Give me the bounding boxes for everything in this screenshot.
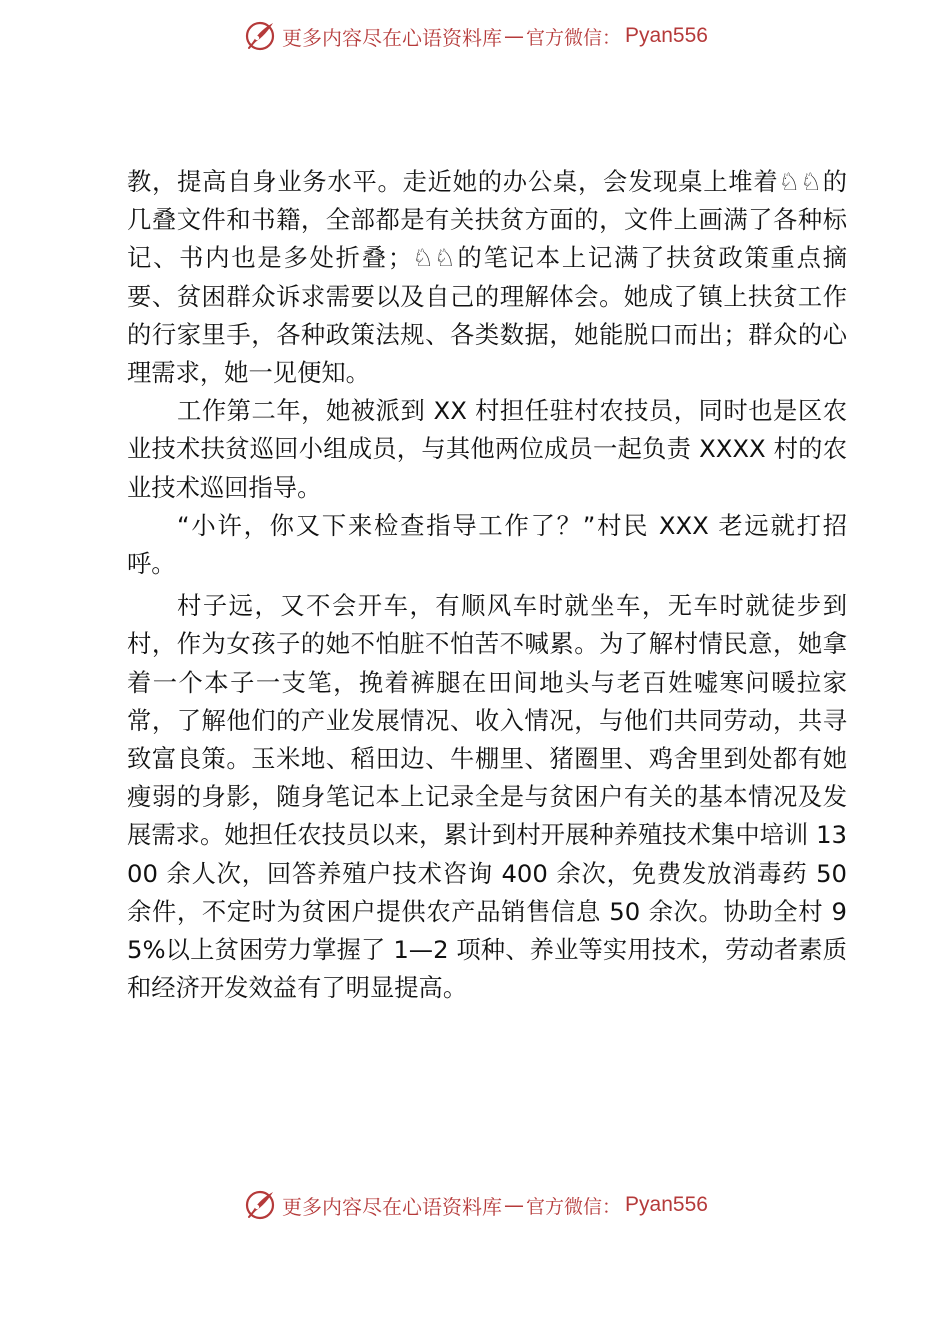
header-brand-text: 更多内容尽在心语资料库 bbox=[282, 25, 503, 50]
footer-dash: — bbox=[504, 1193, 525, 1217]
quill-logo-icon bbox=[242, 18, 278, 54]
paragraph-1: 教，提高自身业务水平。走近她的办公桌，会发现桌上堆着♘♘的几叠文件和书籍，全部都是有关扶贫方面的，文件上画满了各种标记、书内也是多处折叠；♘♘的笔记本上记满了扶贫政策重点摘要、贫困群众诉求需要以及自己的理解体会。她成了镇上扶贫工作的行家里手，各种政策法规、各类数据，她能脱口而出；群众的心理需求，她一见便知。 bbox=[127, 167, 847, 388]
header-wechat-id: Pyan556 bbox=[625, 24, 708, 47]
paragraph-4: 村子远，又不会开车，有顺风车时就坐车，无车时就徒步到村，作为女孩子的她不怕脏不怕苦不喊累。为了解村情民意，她拿着一个本子一支笔，挽着裤腿在田间地头与老百姓嘘寒问暖拉家常，了解他们的产业发展情况、收入情况，与他们共同劳动，共寻致富良策。玉米地、稻田边、牛棚里、猪圈里、鸡舍里到处都有她瘦弱的身影，随身笔记本上记录全是与贫困户有关的基本情况及发展需求。她担任农技员以来，累计到村开展种养殖技术集中培训 1300 余人次，回答养殖户技术咨询 400 余次，免费发放消毒药 50 余件，不定时为贫困户提供农产品销售信息 50 余次。协助全村 95%以上贫困劳力掌握了 1—2 项种、养业等实用技术，劳动者素质和经济开发效益有了明显提高。 bbox=[127, 591, 847, 1003]
document-body bbox=[127, 163, 847, 1007]
header-wechat-label: 官方微信： bbox=[526, 26, 622, 49]
header-dash: — bbox=[504, 24, 525, 48]
footer-wechat-label: 官方微信： bbox=[526, 1195, 622, 1218]
quill-logo-icon bbox=[242, 1187, 278, 1223]
footer-brand-text: 更多内容尽在心语资料库 bbox=[282, 1194, 503, 1219]
paragraph-2: 工作第二年，她被派到 XX 村担任驻村农技员，同时也是区农业技术扶贫巡回小组成员，与其他两位成员一起负责 XXXX 村的农业技术巡回指导。 bbox=[127, 396, 847, 502]
footer-wechat-id: Pyan556 bbox=[625, 1193, 708, 1216]
header-banner bbox=[0, 14, 950, 58]
paragraph-3: “小许，你又下来检查指导工作了？”村民 XXX 老远就打招呼。 bbox=[127, 510, 847, 579]
footer-banner bbox=[0, 1183, 950, 1227]
